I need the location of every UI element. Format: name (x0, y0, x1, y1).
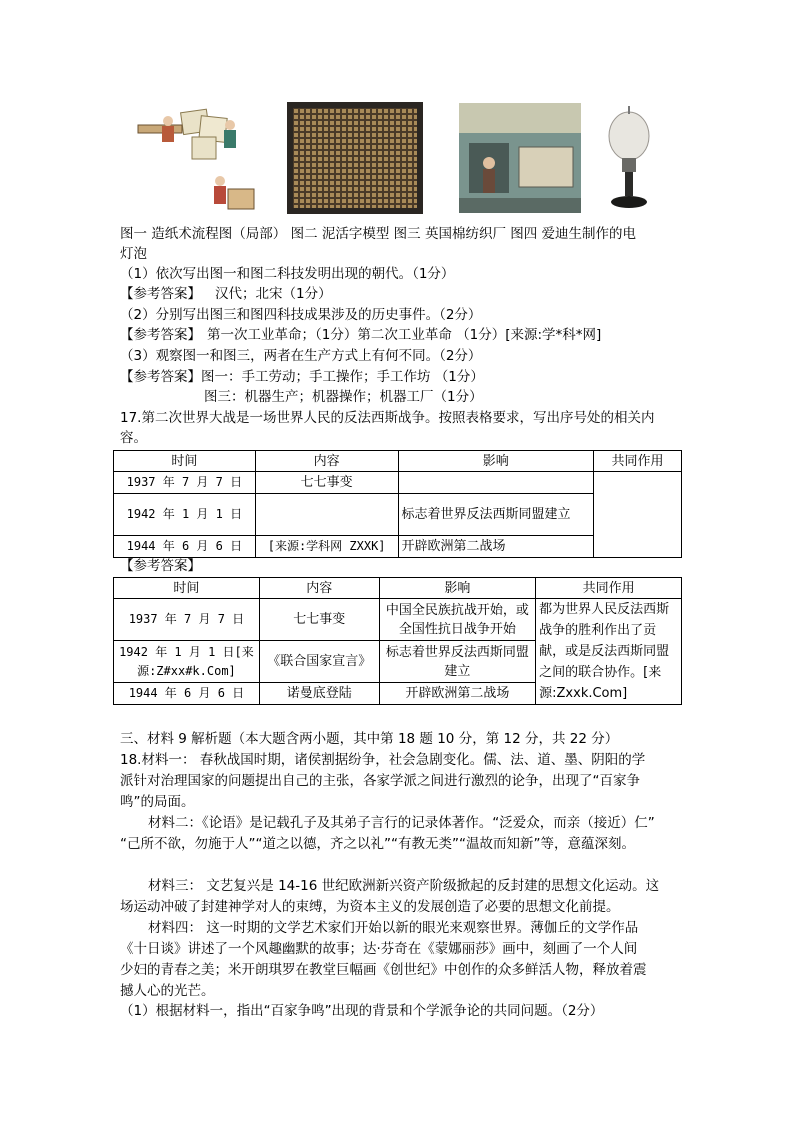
q16-answer1 (120, 284, 332, 304)
table-row (114, 472, 682, 494)
cell-effect: 标志着世界反法西斯同盟建立 (379, 641, 536, 683)
material4-cont: 少妇的青春之美；米开朗琪罗在教堂巨幅画《创世纪》中创作的众多鲜活人物，释放着震 (120, 962, 647, 978)
material4-cont: 《十日谈》讲述了一个风趣幽默的故事；达·芬奇在《蒙娜丽莎》画中，刻画了一个人间 (120, 941, 638, 957)
cell-content: 七七事变 (255, 472, 398, 494)
cell-time: 1937 年 7 月 7 日 (114, 599, 260, 641)
q16-answer3 (120, 367, 484, 387)
q16-answer3-cont: 图三：机器生产；机器操作；机器工厂（1分） (204, 389, 483, 405)
table-row (114, 599, 682, 641)
material2-cont: “己所不欲，勿施于人”“道之以德，齐之以礼”“有教无类”“温故而知新”等，意蕴深刻。 (120, 836, 635, 852)
answer-label: 【参考答案】 (120, 327, 201, 343)
answer-label: 【参考答案】 (120, 286, 201, 302)
table-header: 内容 (255, 451, 398, 472)
material2: 材料二：《论语》是记载孔子及其弟子言行的记录体著作。“泛爱众，而亲（接近）仁” (148, 815, 655, 831)
q17-table (113, 450, 682, 558)
material1-cont: 派针对治理国家的问题提出自己的主张，各家学派之间进行激烈的论争，出现了“百家争 (120, 773, 640, 789)
q16-part1: （1）依次写出图一和图二科技发明出现的朝代。（1分） (120, 266, 455, 282)
answer-text: 第一次工业革命；（1分）第二次工业革命 （1分）[来源:学*科*网] (207, 327, 602, 343)
figure-clay-type (287, 102, 423, 214)
material1-cont: 鸣”的局面。 (120, 794, 195, 810)
q17-title-cont: 容。 (120, 430, 147, 446)
q18-part1: （1）根据材料一，指出“百家争鸣”出现的背景和个学派争论的共同问题。（2分） (120, 1003, 604, 1019)
cell-content (255, 494, 398, 536)
table-header: 时间 (114, 451, 256, 472)
table-header: 影响 (379, 578, 536, 599)
cell-effect: 开辟欧洲第二战场 (398, 536, 594, 558)
cell-effect: 标志着世界反法西斯同盟建立 (398, 494, 594, 536)
answer-text: 汉代；北宋（1分） (215, 286, 332, 302)
cell-content: [来源:学科网 ZXXK] (255, 536, 398, 558)
figure-edison-bulb (602, 102, 656, 214)
figure-cotton-mill (459, 103, 581, 213)
cell-content: 《联合国家宣言》 (259, 641, 379, 683)
q17-answer-table (113, 577, 682, 705)
figure-papermaking (134, 103, 258, 215)
q16-part2: （2）分别写出图三和图四科技成果涉及的历史事件。（2分） (120, 307, 482, 323)
answer-label: 【参考答案】 (120, 369, 201, 385)
material4-cont: 撼人心的光芒。 (120, 983, 215, 999)
cell-content: 七七事变 (259, 599, 379, 641)
figure-caption-cont: 灯泡 (120, 246, 147, 262)
section3-heading: 三、材料 9 解析题（本大题含两小题，其中第 18 题 10 分，第 12 分，共 22 分） (120, 731, 619, 747)
table-header-row (114, 578, 682, 599)
material3: 材料三： 文艺复兴是 14-16 世纪欧洲新兴资产阶级掀起的反封建的思想文化运动。这 (148, 878, 660, 894)
cell-time: 1944 年 6 月 6 日 (114, 683, 260, 705)
cell-common (594, 472, 682, 558)
q16-part3: （3）观察图一和图三，两者在生产方式上有何不同。（2分） (120, 348, 482, 364)
figure-caption: 图一 造纸术流程图（局部） 图二 泥活字模型 图三 英国棉纺织厂 图四 爱迪生制作的电 (120, 226, 637, 242)
q17-answer-label: 【参考答案】 (120, 558, 201, 574)
answer-text: 图一：手工劳动；手工操作；手工作坊 （1分） (201, 369, 484, 385)
cell-effect (398, 472, 594, 494)
material1: 18.材料一： 春秋战国时期，诸侯割据纷争，社会急剧变化。儒、法、道、墨、阴阳的学 (120, 752, 646, 768)
cell-effect: 中国全民族抗战开始，或全国性抗日战争开始 (379, 599, 536, 641)
cell-time: 1942 年 1 月 1 日 (114, 494, 256, 536)
cell-time: 1937 年 7 月 7 日 (114, 472, 256, 494)
table-header: 共同作用 (536, 578, 682, 599)
table-header-row (114, 451, 682, 472)
cell-common: 都为世界人民反法西斯战争的胜利作出了贡献，或是反法西斯同盟之间的联合协作。[来源:Zxxk.Com] (536, 599, 682, 705)
table-header: 内容 (259, 578, 379, 599)
material4: 材料四： 这一时期的文学艺术家们开始以新的眼光来观察世界。薄伽丘的文学作品 (148, 920, 639, 936)
table-header: 影响 (398, 451, 594, 472)
q17-title: 17.第二次世界大战是一场世界人民的反法西斯战争。按照表格要求，写出序号处的相关内 (120, 410, 655, 426)
q16-answer2 (120, 325, 601, 345)
table-header: 共同作用 (594, 451, 682, 472)
cell-effect: 开辟欧洲第二战场 (379, 683, 536, 705)
cell-time: 1942 年 1 月 1 日[来源:Z#xx#k.Com] (114, 641, 260, 683)
table-header: 时间 (114, 578, 260, 599)
cell-time: 1944 年 6 月 6 日 (114, 536, 256, 558)
cell-content: 诺曼底登陆 (259, 683, 379, 705)
material3-cont: 场运动冲破了封建神学对人的束缚，为资本主义的发展创造了必要的思想文化前提。 (120, 899, 620, 915)
